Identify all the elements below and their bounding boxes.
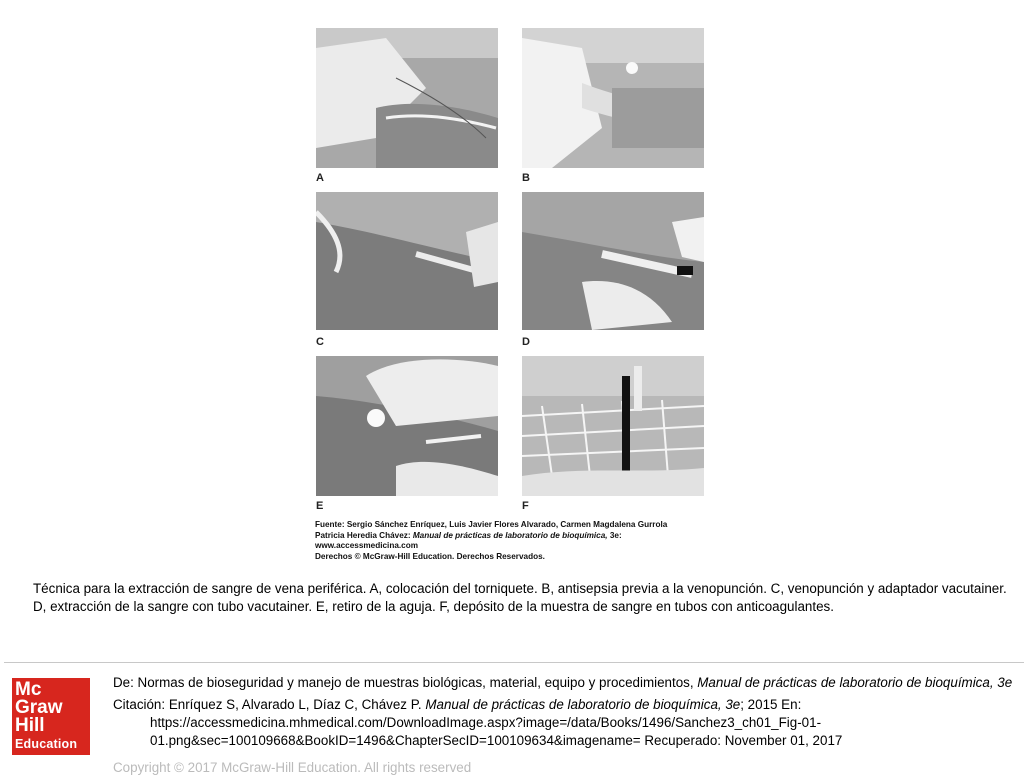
source-website: www.accessmedicina.com	[315, 541, 418, 550]
citation-suffix: ; 2015 En: https://accessmedicina.mhmedical.com/DownloadImage.aspx?image=/data/Books/1496/Sanchez3_ch01_Fig-01-01.png&sec=100109668&BookID=1496&ChapterSecID=100109634&imagename= Recuperado: November 01, 2017	[150, 697, 843, 748]
figure	[312, 24, 710, 564]
copyright-notice: Copyright © 2017 McGraw-Hill Education. All rights reserved	[113, 760, 472, 775]
logo-text: Graw	[15, 697, 63, 718]
source-edition: 3e:	[607, 530, 622, 540]
reference-block	[113, 674, 1013, 754]
de-reference	[113, 674, 1013, 692]
de-prefix: De: Normas de bioseguridad y manejo de muestras biológicas, material, equipo y procedimientos,	[113, 675, 698, 690]
citation-title: Manual de prácticas de laboratorio de bioquímica, 3e	[425, 697, 741, 712]
citation-prefix: Citación: Enríquez S, Alvarado L, Díaz C, Chávez P.	[113, 697, 426, 712]
figure-caption: Técnica para la extracción de sangre de vena periférica. A, colocación del torniquete. B, antisepsia previa a la venopunción. C, venopunción y adaptador vacutainer. D, extracción de la sangre con tubo vacutainer. E, retiro de la aguja. F, depósito de la muestra de sangre en tubos con anticoagulantes.	[33, 581, 1007, 614]
panel-letter: E	[316, 500, 324, 512]
logo-text: Mc	[15, 679, 42, 700]
source-line: Fuente: Sergio Sánchez Enríquez, Luis Javier Flores Alvarado, Carmen Magdalena Gurrola	[315, 520, 668, 529]
photo-panel-a	[316, 28, 498, 168]
panel-letter: C	[316, 336, 324, 348]
citation	[113, 696, 1013, 750]
source-authors: Patricia Heredia Chávez:	[315, 530, 413, 540]
photo-panel-d	[522, 192, 704, 330]
figure-source-credit	[315, 520, 710, 562]
photo-panel-c	[316, 192, 498, 330]
source-rights: Derechos © McGraw-Hill Education. Derechos Reservados.	[315, 551, 545, 561]
panel-letter: F	[522, 500, 529, 512]
photo-panel-b	[522, 28, 704, 168]
divider	[4, 662, 1024, 663]
source-line	[315, 531, 710, 542]
photo-panel-f	[522, 356, 704, 496]
panel-letter: A	[316, 172, 324, 184]
panel-letter: D	[522, 336, 530, 348]
de-title: Manual de prácticas de laboratorio de bioquímica, 3e	[697, 675, 1013, 690]
panel-letter: B	[522, 172, 530, 184]
source-book-title: Manual de prácticas de laboratorio de bioquímica,	[412, 530, 608, 540]
photo-panel-e	[316, 356, 498, 496]
logo-text: Hill	[15, 715, 45, 736]
logo-text: Education	[15, 737, 78, 751]
mcgraw-hill-logo	[12, 678, 90, 755]
